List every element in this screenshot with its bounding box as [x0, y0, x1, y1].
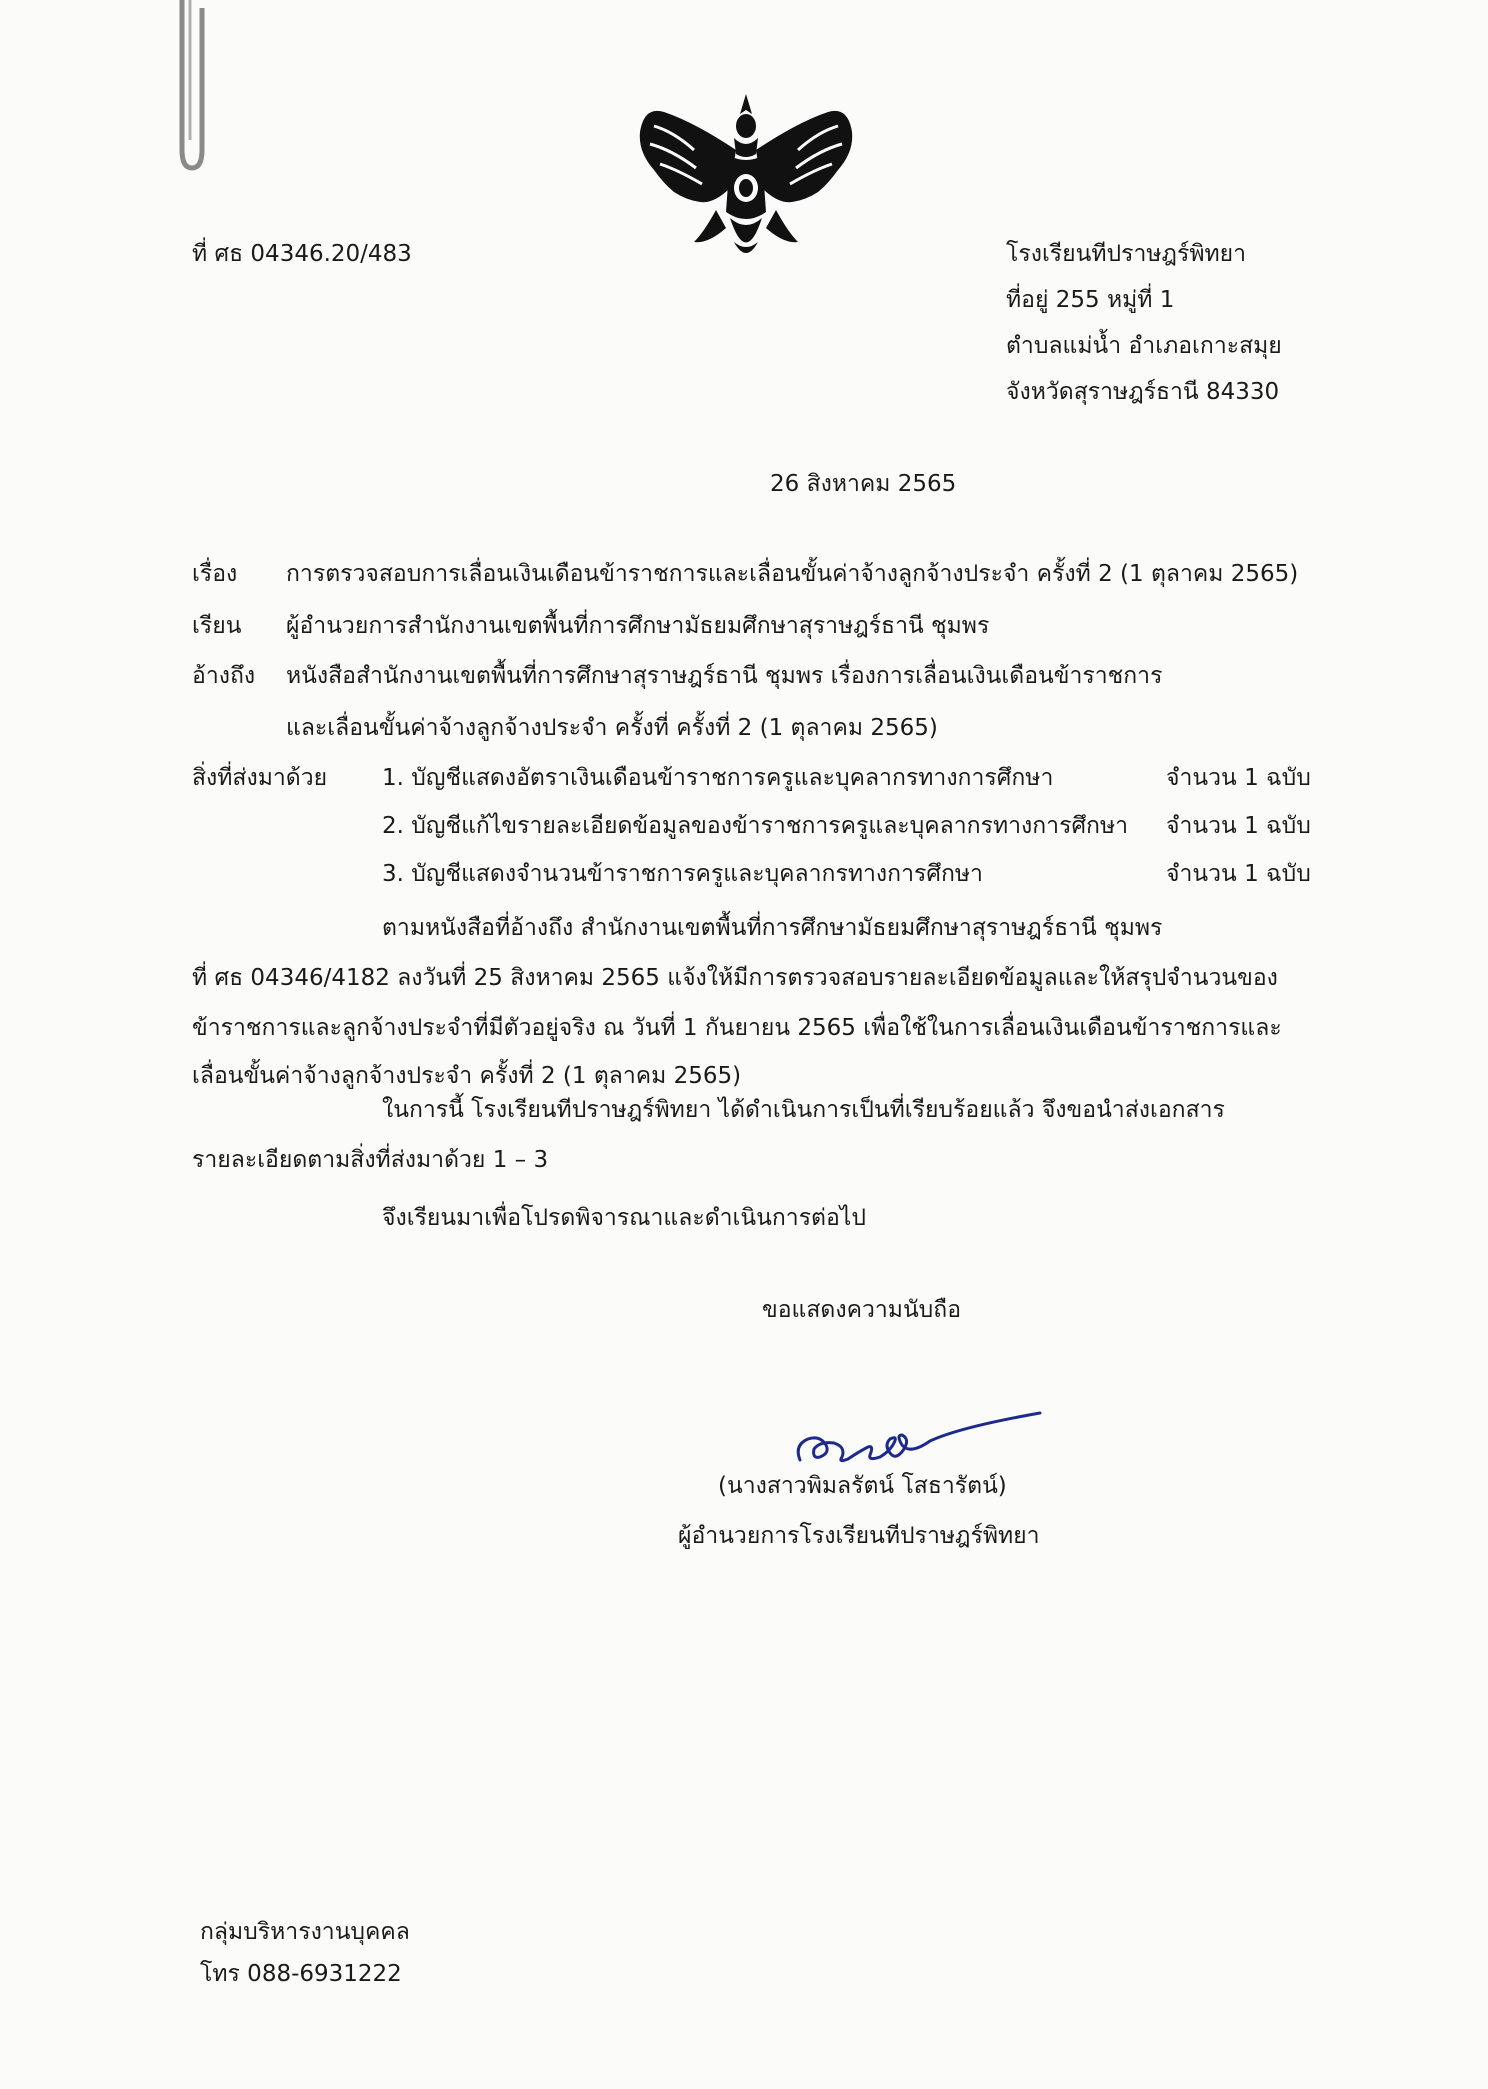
sender-address-line3: จังหวัดสุราษฎร์ธานี 84330 [1006, 379, 1280, 405]
sender-address-line2: ตำบลแม่น้ำ อำเภอเกาะสมุย [1006, 333, 1282, 359]
enclosure-qty: จำนวน 1 ฉบับ [1166, 861, 1311, 887]
handwritten-signature [790, 1405, 1050, 1475]
letter-date: 26 สิงหาคม 2565 [770, 471, 957, 497]
footer-department: กลุ่มบริหารงานบุคคล [200, 1919, 410, 1945]
body-para1-line: ตามหนังสือที่อ้างถึง สำนักงานเขตพื้นที่การศึกษามัธยมศึกษาสุราษฎร์ธานี ชุมพร [382, 915, 1163, 941]
courtesy-closing: ขอแสดงความนับถือ [762, 1297, 962, 1323]
enclosure-item: 2. บัญชีแก้ไขรายละเอียดข้อมูลของข้าราชการครูและบุคลากรทางการศึกษา [382, 813, 1129, 839]
enclosure-qty: จำนวน 1 ฉบับ [1166, 765, 1311, 791]
to-label: เรียน [192, 613, 242, 639]
body-para2-line: ในการนี้ โรงเรียนทีปราษฎร์พิทยา ได้ดำเนินการเป็นที่เรียบร้อยแล้ว จึงขอนำส่งเอกสาร [382, 1097, 1225, 1123]
garuda-emblem-icon [634, 92, 859, 267]
reference-label: อ้างถึง [192, 663, 256, 689]
body-para1-line: เลื่อนขั้นค่าจ้างลูกจ้างประจำ ครั้งที่ 2 (1 ตุลาคม 2565) [192, 1063, 742, 1089]
subject-text: การตรวจสอบการเลื่อนเงินเดือนข้าราชการและเลื่อนขั้นค่าจ้างลูกจ้างประจำ ครั้งที่ 2 (1 ตุลาคม 2565) [286, 561, 1299, 587]
enclosures-label: สิ่งที่ส่งมาด้วย [192, 765, 328, 791]
reference-number: ที่ ศธ 04346.20/483 [192, 241, 412, 267]
paper-clip-icon [160, 0, 220, 175]
enclosure-item: 1. บัญชีแสดงอัตราเงินเดือนข้าราชการครูและบุคลากรทางการศึกษา [382, 765, 1054, 791]
reference-line2: และเลื่อนขั้นค่าจ้างลูกจ้างประจำ ครั้งที่ ครั้งที่ 2 (1 ตุลาคม 2565) [286, 715, 938, 741]
body-para1-line: ที่ ศธ 04346/4182 ลงวันที่ 25 สิงหาคม 2565 แจ้งให้มีการตรวจสอบรายละเอียดข้อมูลและให้สรุปจำนวนของ [192, 965, 1278, 991]
reference-line1: หนังสือสำนักงานเขตพื้นที่การศึกษาสุราษฎร์ธานี ชุมพร เรื่องการเลื่อนเงินเดือนข้าราชการ [286, 663, 1163, 689]
sender-name: โรงเรียนทีปราษฎร์พิทยา [1006, 241, 1247, 267]
footer-phone: โทร 088-6931222 [200, 1961, 402, 1987]
enclosure-item: 3. บัญชีแสดงจำนวนข้าราชการครูและบุคลากรทางการศึกษา [382, 861, 983, 887]
signer-name: (นางสาวพิมลรัตน์ โสธารัตน์) [718, 1473, 1007, 1499]
to-text: ผู้อำนวยการสำนักงานเขตพื้นที่การศึกษามัธยมศึกษาสุราษฎร์ธานี ชุมพร [286, 613, 990, 639]
body-para2-line: รายละเอียดตามสิ่งที่ส่งมาด้วย 1 – 3 [192, 1147, 549, 1173]
body-para1-line: ข้าราชการและลูกจ้างประจำที่มีตัวอยู่จริง ณ วันที่ 1 กันยายน 2565 เพื่อใช้ในการเลื่อนเงินเดือนข้าราชการและ [192, 1015, 1282, 1041]
enclosure-qty: จำนวน 1 ฉบับ [1166, 813, 1311, 839]
signer-position: ผู้อำนวยการโรงเรียนทีปราษฎร์พิทยา [678, 1523, 1040, 1549]
sender-address-line1: ที่อยู่ 255 หมู่ที่ 1 [1006, 287, 1175, 313]
subject-label: เรื่อง [192, 561, 238, 587]
closing-request: จึงเรียนมาเพื่อโปรดพิจารณาและดำเนินการต่อไป [382, 1205, 866, 1231]
